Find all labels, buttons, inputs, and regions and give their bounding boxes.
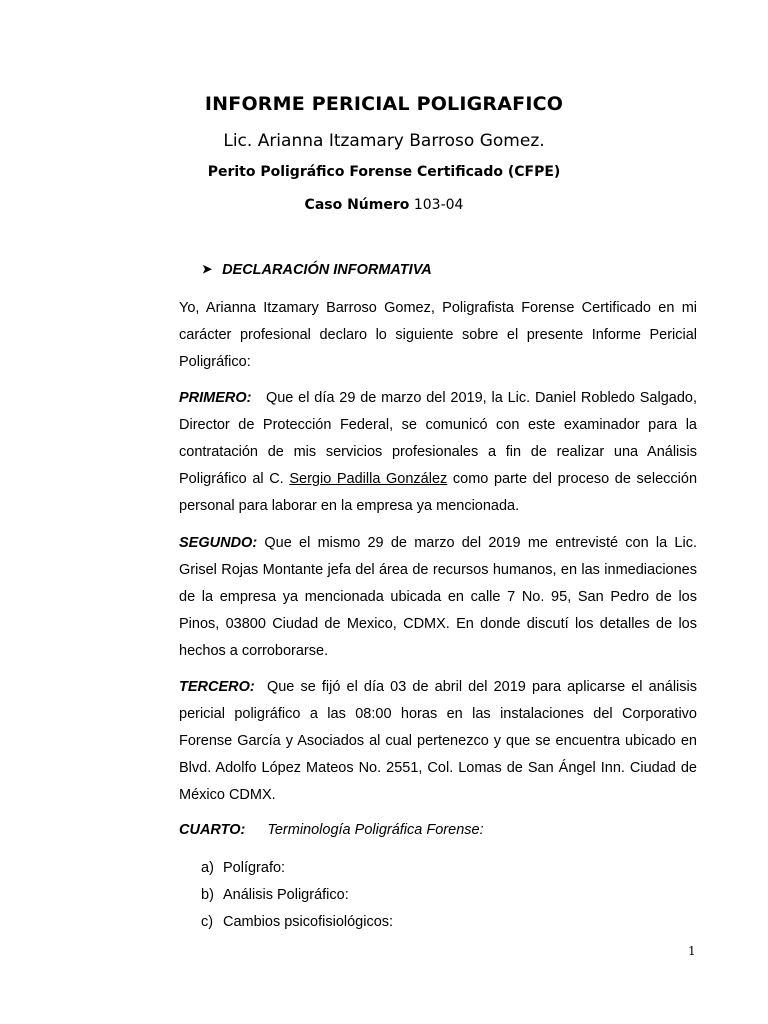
cuarto-line (179, 817, 484, 844)
list-marker: a) (201, 860, 214, 876)
tercero-text: Que se fijó el día 03 de abril del 2019 para aplicarse el análisis pericial poligráfico a las 08:00 horas en las instalaciones del Corporativo Forense García y Asociados al cual pertenezco y que se encuentra ubicado en Blvd. Adolfo López Mateos No. 2551, Col. Lomas de San Ángel Inn. Ciudad de México CDMX. (179, 679, 697, 803)
section-heading (202, 262, 432, 278)
intro-paragraph: Yo, Arianna Itzamary Barroso Gomez, Poligrafista Forense Certificado en mi carácter profesional declaro lo siguiente sobre el presente Informe Pericial Poligráfico: (179, 300, 697, 370)
page-number: 1 (688, 944, 696, 958)
list-marker: b) (201, 887, 214, 903)
primero-paragraph (179, 385, 697, 520)
primero-text-end: como parte del proceso de selección personal para laborar en la empresa ya mencionada. (179, 471, 698, 514)
tercero-label: TERCERO: (179, 679, 255, 695)
list-marker: c) (201, 914, 214, 930)
terminology-list (201, 855, 393, 936)
case-number: 103-04 (413, 197, 464, 213)
list-item (201, 855, 393, 882)
list-item (201, 882, 393, 909)
case-number-line (0, 197, 768, 213)
list-item-text: Análisis Poligráfico: (223, 887, 349, 903)
section-heading-text: DECLARACIÓN INFORMATIVA (222, 262, 432, 278)
tercero-paragraph (179, 674, 697, 809)
person-name: Sergio Padilla González (289, 471, 448, 487)
segundo-label: SEGUNDO: (179, 535, 258, 551)
list-item (201, 909, 393, 936)
list-item-text: Cambios psicofisiológicos: (223, 914, 394, 930)
report-title: INFORME PERICIAL POLIGRAFICO (204, 93, 564, 115)
cuarto-label: CUARTO: (179, 822, 246, 838)
list-item-text: Polígrafo: (223, 860, 286, 876)
author-credential: Perito Poligráfico Forense Certificado (CFPE) (207, 164, 561, 180)
case-label: Caso Número (304, 197, 410, 213)
segundo-paragraph (179, 530, 697, 665)
author-name: Lic. Arianna Itzamary Barroso Gomez. (223, 131, 545, 151)
cuarto-text: Terminología Poligráfica Forense: (267, 822, 484, 838)
primero-label: PRIMERO: (179, 390, 252, 406)
arrow-bullet-icon: ➤ (202, 262, 213, 276)
primero-text: Que el día 29 de marzo del 2019, la Lic. Daniel Robledo Salgado, Director de Protección Federal, se comunicó con este examinador para la contratación de mis servicios profesionales a fin de realizar una Análisis Poligráfico al C. (179, 390, 697, 487)
segundo-text: Que el mismo 29 de marzo del 2019 me entrevisté con la Lic. Grisel Rojas Montante jefa del área de recursos humanos, en las inmediaciones de la empresa ya mencionada ubicada en calle 7 No. 95, San Pedro de los Pinos, 03800 Ciudad de Mexico, CDMX. En donde discutí los detalles de los hechos a corroborarse. (179, 535, 697, 659)
